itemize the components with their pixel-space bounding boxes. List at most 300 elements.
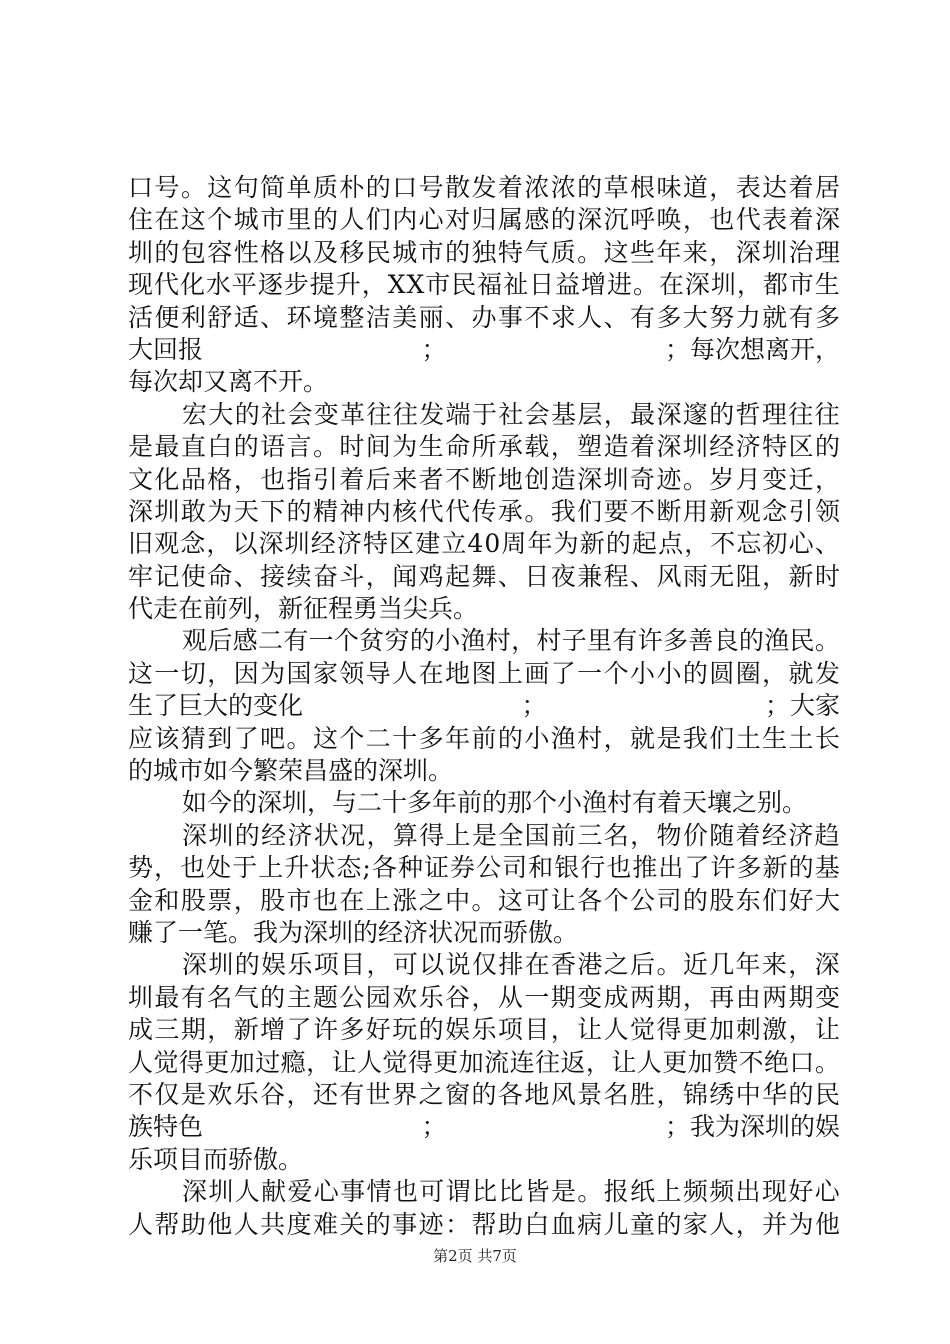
glyph: 这 xyxy=(312,723,338,753)
glyph: 闻 xyxy=(392,561,418,591)
text-segment: 每次却又离不开。 xyxy=(128,367,329,397)
text-segment: 族特色 xyxy=(128,1112,204,1142)
glyph: 不 xyxy=(445,464,471,494)
glyph: 司 xyxy=(502,853,528,883)
glyph: ， xyxy=(736,270,762,300)
glyph: 深 xyxy=(684,270,710,300)
glyph: 努 xyxy=(709,302,735,332)
glyph: 这 xyxy=(603,237,629,267)
glyph: 。 xyxy=(524,496,550,526)
glyph: 一 xyxy=(524,982,550,1012)
glyph: 人 xyxy=(128,1209,154,1239)
glyph: 记 xyxy=(154,561,180,591)
glyph: 口 xyxy=(789,1047,815,1077)
glyph: 加 xyxy=(687,1047,713,1077)
glyph: ， xyxy=(709,237,735,267)
glyph: 们 xyxy=(365,205,391,235)
glyph: 种 xyxy=(397,853,423,883)
glyph: 乐 xyxy=(418,982,444,1012)
glyph: 我 xyxy=(682,723,708,753)
glyph: 无 xyxy=(709,561,735,591)
glyph: 以 xyxy=(286,237,312,267)
glyph: 来 xyxy=(682,237,708,267)
glyph: 的 xyxy=(233,432,259,462)
glyph: 深 xyxy=(656,432,682,462)
glyph: 地 xyxy=(524,1079,550,1109)
glyph: 在 xyxy=(154,205,180,235)
glyph: 深 xyxy=(182,820,208,850)
glyph: 人 xyxy=(356,1047,382,1077)
glyph: 兼 xyxy=(577,561,603,591)
glyph: 质 xyxy=(550,237,576,267)
glyph: 环 xyxy=(286,302,312,332)
glyph: 了 xyxy=(233,723,259,753)
glyph: 邃 xyxy=(682,399,708,429)
glyph: 特 xyxy=(762,432,788,462)
glyph: 不 xyxy=(630,496,656,526)
glyph: 家 xyxy=(682,1209,708,1239)
glyph: 领 xyxy=(814,496,840,526)
text-segment: 如今的深圳，与二十多年前的那个小渔村有着天壤之别。 xyxy=(182,788,808,818)
glyph: 往 xyxy=(788,399,814,429)
glyph: 关 xyxy=(339,1209,365,1239)
glyph: 根 xyxy=(630,173,656,202)
glyph: 后 xyxy=(630,950,656,980)
glyph: 帮 xyxy=(154,1209,180,1239)
glyph: 猜 xyxy=(180,723,206,753)
glyph: 立 xyxy=(441,529,467,559)
paragraph xyxy=(128,787,840,819)
glyph: 起 xyxy=(445,561,471,591)
glyph: ， xyxy=(207,1015,233,1045)
glyph: 。 xyxy=(312,432,338,462)
glyph: 新 xyxy=(233,1015,259,1045)
glyph: ， xyxy=(788,1015,814,1045)
glyph: 有 xyxy=(630,302,656,332)
glyph: 变 xyxy=(814,982,840,1012)
glyph: 画 xyxy=(524,658,550,688)
glyph: 之 xyxy=(418,885,444,915)
glyph: 玩 xyxy=(392,1015,418,1045)
glyph: 是 xyxy=(471,820,497,850)
glyph: 生 xyxy=(762,723,788,753)
glyph: 性 xyxy=(233,237,259,267)
glyph: 基 xyxy=(814,853,840,883)
glyph: 城 xyxy=(392,237,418,267)
glyph: 态 xyxy=(336,853,362,883)
glyph: 在 xyxy=(658,270,684,300)
glyph: 这 xyxy=(497,885,523,915)
glyph: 接 xyxy=(260,561,286,591)
glyph: 让 xyxy=(611,1047,637,1077)
glyph: 质 xyxy=(312,173,338,202)
glyph: 浓 xyxy=(550,173,576,202)
glyph: 期 xyxy=(180,1015,206,1045)
glyph: ， xyxy=(306,1047,332,1077)
glyph: 表 xyxy=(762,205,788,235)
glyph: 着 xyxy=(788,205,814,235)
glyph: 的 xyxy=(365,1209,391,1239)
glyph: 平 xyxy=(231,270,257,300)
glyph: 程 xyxy=(603,561,629,591)
glyph: 适 xyxy=(233,302,259,332)
glyph: 朴 xyxy=(339,173,365,202)
glyph: 求 xyxy=(550,302,576,332)
glyph: 气 xyxy=(233,982,259,1012)
glyph: 时 xyxy=(339,432,365,462)
glyph: 的 xyxy=(497,723,523,753)
glyph: 成 xyxy=(128,1015,154,1045)
glyph: 民 xyxy=(451,270,477,300)
glyph: 村 xyxy=(536,626,562,656)
glyph: 皆 xyxy=(524,1177,550,1207)
glyph: 精 xyxy=(312,496,338,526)
glyph: 发 xyxy=(814,658,840,688)
glyph: 了 xyxy=(286,1015,312,1045)
glyph: 民 xyxy=(789,626,815,656)
glyph: 提 xyxy=(309,270,335,300)
text-segment: 生了巨大的变化 xyxy=(128,691,304,721)
glyph: 口 xyxy=(392,173,418,202)
glyph: 民 xyxy=(814,1079,840,1109)
glyph: 社 xyxy=(261,399,287,429)
glyph: ， xyxy=(206,529,232,559)
glyph: 深 xyxy=(182,1177,208,1207)
glyph: 句 xyxy=(233,173,259,202)
glyph: 为 xyxy=(788,1209,814,1239)
glyph: 的 xyxy=(234,399,260,429)
glyph: 以 xyxy=(232,529,258,559)
glyph: 祉 xyxy=(503,270,529,300)
glyph: 区 xyxy=(389,529,415,559)
glyph: ， xyxy=(154,853,180,883)
glyph: 中 xyxy=(735,1079,761,1109)
glyph: 变 xyxy=(577,982,603,1012)
glyph: 图 xyxy=(471,658,497,688)
glyph: 神 xyxy=(339,496,365,526)
glyph: 、 xyxy=(260,302,286,332)
glyph: 鸡 xyxy=(418,561,444,591)
glyph: 深 xyxy=(128,496,154,526)
glyph: 不 xyxy=(128,1079,154,1109)
glyph: 也 xyxy=(709,205,735,235)
glyph: 就 xyxy=(630,723,656,753)
glyph: ， xyxy=(365,561,391,591)
glyph: 价 xyxy=(682,820,708,850)
glyph: 期 xyxy=(656,982,682,1012)
glyph: 圳 xyxy=(682,432,708,462)
glyph: 项 xyxy=(313,950,339,980)
glyph: 人 xyxy=(636,1047,662,1077)
glyph: 谷 xyxy=(445,982,471,1012)
glyph: 代 xyxy=(735,205,761,235)
glyph: 天 xyxy=(233,496,259,526)
glyph: 好 xyxy=(365,1015,391,1045)
glyph: 助 xyxy=(497,1209,523,1239)
glyph: 让 xyxy=(331,1047,357,1077)
glyph: 风 xyxy=(656,561,682,591)
glyph: 的 xyxy=(550,205,576,235)
paragraph xyxy=(128,820,840,950)
glyph: 到 xyxy=(207,723,233,753)
glyph: 。 xyxy=(632,270,658,300)
glyph: 深 xyxy=(735,237,761,267)
glyph: 进 xyxy=(607,270,633,300)
paragraph xyxy=(128,399,840,626)
glyph: 简 xyxy=(260,173,286,202)
glyph: 三 xyxy=(154,1015,180,1045)
glyph: 该 xyxy=(154,723,180,753)
glyph: 断 xyxy=(471,464,497,494)
glyph: 的 xyxy=(788,1079,814,1109)
glyph: 目 xyxy=(340,950,366,980)
glyph: 以 xyxy=(419,950,445,980)
glyph: 命 xyxy=(207,561,233,591)
text-line xyxy=(128,593,840,625)
glyph: 瘾 xyxy=(280,1047,306,1077)
glyph: 心 xyxy=(814,1177,840,1207)
glyph: 人 xyxy=(339,205,365,235)
glyph: 新 xyxy=(762,853,788,883)
text-line xyxy=(128,1144,840,1176)
glyph: 移 xyxy=(339,237,365,267)
glyph: 项 xyxy=(497,1015,523,1045)
glyph: 目 xyxy=(524,1015,550,1045)
glyph: 这 xyxy=(128,658,154,688)
glyph: 深 xyxy=(182,950,208,980)
glyph: 激 xyxy=(762,1015,788,1045)
glyph: 经 xyxy=(709,432,735,462)
glyph: 语 xyxy=(260,432,286,462)
glyph: 土 xyxy=(788,723,814,753)
glyph: 理 xyxy=(761,399,787,429)
glyph: 近 xyxy=(682,950,708,980)
glyph: 道 xyxy=(682,173,708,202)
glyph: 连 xyxy=(509,1047,535,1077)
glyph: 些 xyxy=(630,237,656,267)
glyph: 迹 xyxy=(418,1209,444,1239)
glyph: ， xyxy=(762,658,788,688)
glyph: 创 xyxy=(524,464,550,494)
glyph: 更 xyxy=(433,1047,459,1077)
glyph: ， xyxy=(656,1079,682,1109)
glyph: 现 xyxy=(128,270,154,300)
glyph: 层 xyxy=(577,399,603,429)
glyph: 更 xyxy=(662,1047,688,1077)
glyph: 承 xyxy=(497,432,523,462)
glyph: 推 xyxy=(632,853,658,883)
glyph: 升 xyxy=(335,270,361,300)
glyph: 事 xyxy=(340,1177,366,1207)
glyph: 是 xyxy=(128,432,154,462)
glyph: 、 xyxy=(497,561,523,591)
glyph: 大 xyxy=(814,885,840,915)
glyph: 起 xyxy=(631,529,657,559)
glyph: 助 xyxy=(180,1209,206,1239)
text-line xyxy=(128,1176,840,1208)
glyph: 便 xyxy=(154,302,180,332)
glyph: 家 xyxy=(312,658,338,688)
glyph: 表 xyxy=(735,173,761,202)
glyph: 圳 xyxy=(762,237,788,267)
glyph: 着 xyxy=(497,173,523,202)
glyph: 也 xyxy=(392,1177,418,1207)
glyph: 为 xyxy=(207,496,233,526)
glyph: 活 xyxy=(128,302,154,332)
glyph: 这 xyxy=(180,205,206,235)
glyph: 还 xyxy=(312,1079,338,1109)
glyph: 成 xyxy=(603,982,629,1012)
glyph: 因 xyxy=(233,658,259,688)
glyph: 草 xyxy=(603,173,629,202)
glyph: 增 xyxy=(581,270,607,300)
glyph: 里 xyxy=(587,626,613,656)
glyph: ， xyxy=(762,561,788,591)
glyph: 可 xyxy=(524,885,550,915)
glyph: ， xyxy=(511,626,537,656)
glyph: 内 xyxy=(365,496,391,526)
document-body xyxy=(128,172,840,1241)
glyph: 在 xyxy=(524,950,550,980)
glyph: 化 xyxy=(154,464,180,494)
glyph: 代 xyxy=(153,270,179,300)
glyph: 从 xyxy=(497,982,523,1012)
glyph: 都 xyxy=(762,270,788,300)
glyph: 端 xyxy=(445,399,471,429)
glyph: 他 xyxy=(814,1209,840,1239)
glyph: 对 xyxy=(445,205,471,235)
glyph: 深 xyxy=(814,950,840,980)
glyph: 情 xyxy=(366,1177,392,1207)
glyph: 一 xyxy=(577,658,603,688)
glyph: 代 xyxy=(418,496,444,526)
glyph: ， xyxy=(603,399,629,429)
glyph: 不 xyxy=(710,529,736,559)
glyph: 期 xyxy=(550,982,576,1012)
glyph: 十 xyxy=(392,723,418,753)
glyph: 、 xyxy=(814,529,840,559)
glyph: 欢 xyxy=(207,1079,233,1109)
glyph: 证 xyxy=(423,853,449,883)
glyph: 二 xyxy=(257,626,283,656)
glyph: 频 xyxy=(682,1177,708,1207)
glyph: 圳 xyxy=(208,950,234,980)
glyph: 小 xyxy=(630,658,656,688)
text-line xyxy=(128,1209,840,1241)
glyph: 比 xyxy=(471,1177,497,1207)
glyph: 理 xyxy=(814,237,840,267)
glyph: 一 xyxy=(154,658,180,688)
glyph: 子 xyxy=(561,626,587,656)
glyph: 名 xyxy=(603,820,629,850)
glyph: 的 xyxy=(682,885,708,915)
glyph: 人 xyxy=(392,658,418,688)
glyph: 是 xyxy=(656,723,682,753)
text-segment: ； xyxy=(421,334,447,364)
glyph: 多 xyxy=(736,853,762,883)
glyph: 说 xyxy=(445,950,471,980)
glyph: 特 xyxy=(497,237,523,267)
glyph: 住 xyxy=(128,205,154,235)
glyph: 好 xyxy=(788,885,814,915)
glyph: 胜 xyxy=(630,1079,656,1109)
glyph: 文 xyxy=(128,464,154,494)
glyph: 为 xyxy=(553,529,579,559)
glyph: 券 xyxy=(450,853,476,883)
glyph: 年 xyxy=(735,950,761,980)
glyph: ， xyxy=(603,723,629,753)
glyph: 各 xyxy=(371,853,397,883)
glyph: 更 xyxy=(682,1015,708,1045)
glyph: 0 xyxy=(484,529,501,559)
glyph: 在 xyxy=(418,658,444,688)
glyph: 谓 xyxy=(445,1177,471,1207)
glyph: 流 xyxy=(484,1047,510,1077)
text-line xyxy=(128,172,840,204)
glyph: ， xyxy=(682,982,708,1012)
glyph: 增 xyxy=(260,1015,286,1045)
glyph: 。 xyxy=(814,1047,840,1077)
glyph: ， xyxy=(735,1209,761,1239)
glyph: 前 xyxy=(551,820,577,850)
glyph: 全 xyxy=(498,820,524,850)
glyph: 个 xyxy=(603,658,629,688)
glyph: 领 xyxy=(339,658,365,688)
glyph: 界 xyxy=(392,1079,418,1109)
glyph: 各 xyxy=(497,1079,523,1109)
glyph: 气 xyxy=(524,237,550,267)
glyph: 年 xyxy=(656,237,682,267)
text-line xyxy=(128,625,840,657)
glyph: 公 xyxy=(476,853,502,883)
glyph: 往 xyxy=(392,399,418,429)
glyph: 东 xyxy=(735,885,761,915)
glyph: 人 xyxy=(577,302,603,332)
glyph: 圳 xyxy=(128,982,154,1012)
glyph: 观 xyxy=(735,496,761,526)
text-line xyxy=(128,1047,840,1079)
glyph: 用 xyxy=(682,496,708,526)
glyph: 的 xyxy=(234,820,260,850)
glyph: 品 xyxy=(180,464,206,494)
glyph: 华 xyxy=(762,1079,788,1109)
glyph: 锦 xyxy=(682,1079,708,1109)
glyph: 过 xyxy=(255,1047,281,1077)
glyph: 的 xyxy=(577,173,603,202)
glyph: ， xyxy=(233,885,259,915)
glyph: 圳 xyxy=(154,496,180,526)
glyph: 社 xyxy=(498,399,524,429)
glyph: 返 xyxy=(560,1047,586,1077)
text-line xyxy=(128,204,840,236)
glyph: 敢 xyxy=(180,496,206,526)
glyph: 建 xyxy=(415,529,441,559)
glyph: X xyxy=(387,270,406,300)
glyph: 使 xyxy=(180,561,206,591)
glyph: ， xyxy=(471,982,497,1012)
glyph: 的 xyxy=(445,237,471,267)
glyph: ， xyxy=(286,1079,312,1109)
glyph: 许 xyxy=(710,853,736,883)
glyph: 。 xyxy=(471,885,497,915)
glyph: 发 xyxy=(419,399,445,429)
glyph: 乐 xyxy=(287,950,313,980)
glyph: 前 xyxy=(471,723,497,753)
glyph: 仅 xyxy=(154,1079,180,1109)
glyph: 味 xyxy=(656,173,682,202)
glyph: 载 xyxy=(524,432,550,462)
glyph: 内 xyxy=(392,205,418,235)
